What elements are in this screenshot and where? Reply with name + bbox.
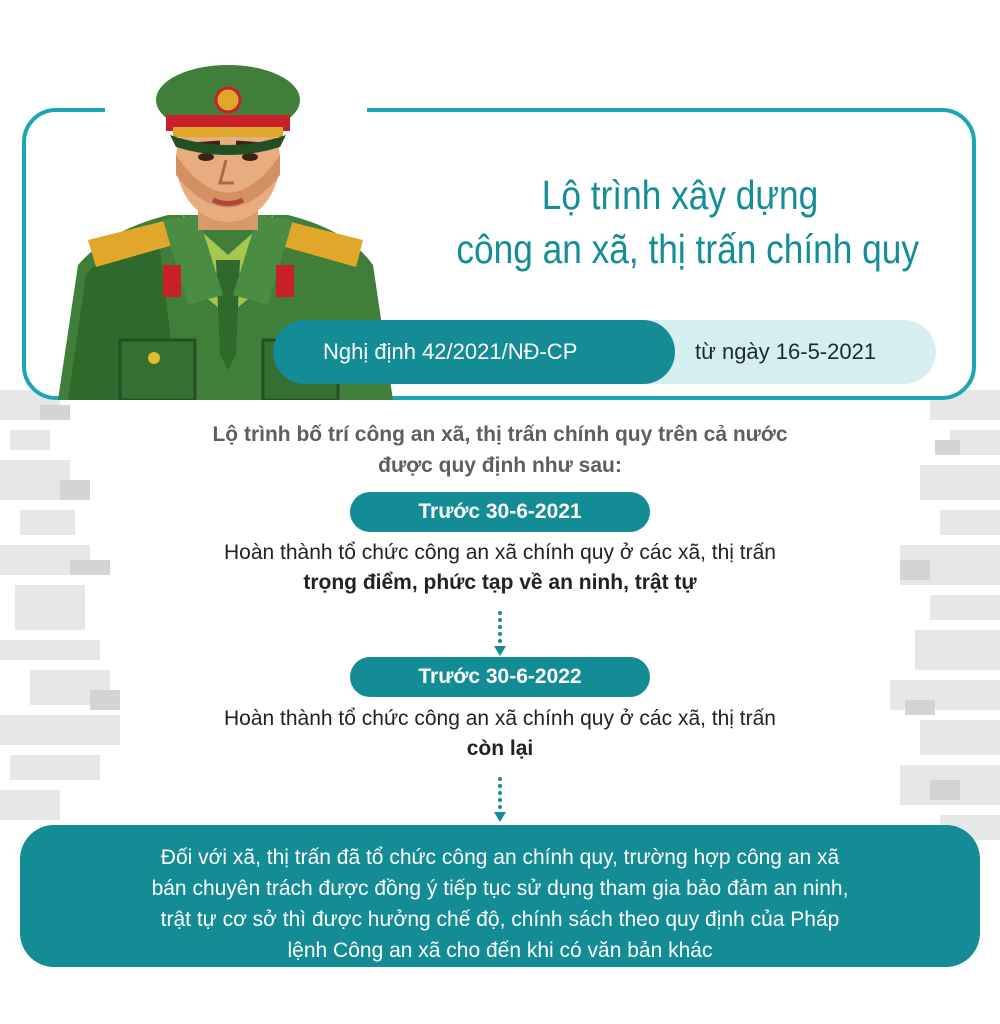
arrow-down-icon bbox=[494, 610, 506, 658]
title-line-1: Lộ trình xây dựng bbox=[541, 172, 819, 218]
note-text bbox=[60, 842, 940, 966]
step-1-text: Hoàn thành tổ chức công an xã chính quy ở các xã, thị trấn bbox=[224, 541, 776, 564]
note-line-3: trật tự cơ sở thì được hưởng chế độ, chính sách theo quy định của Pháp bbox=[160, 908, 840, 931]
step-2-text: Hoàn thành tổ chức công an xã chính quy ở các xã, thị trấn bbox=[224, 707, 776, 730]
note-line-1: Đối với xã, thị trấn đã tổ chức công an chính quy, trường hợp công an xã bbox=[160, 846, 840, 869]
intro-line-1: Lộ trình bố trí công an xã, thị trấn chính quy trên cả nước bbox=[212, 423, 788, 446]
arrow-down-icon bbox=[494, 776, 506, 824]
intro-line-2: được quy định như sau: bbox=[378, 454, 622, 477]
title-line-2: công an xã, thị trấn chính quy bbox=[456, 226, 919, 272]
step-2-emphasis: còn lại bbox=[466, 737, 534, 760]
decree-name: Nghị định 42/2021/NĐ-CP bbox=[323, 339, 578, 364]
step-1-emphasis: trọng điểm, phức tạp về an ninh, trật tự bbox=[303, 571, 697, 594]
deadline-badge-1: Trước 30-6-2021 bbox=[350, 492, 650, 532]
effective-date: từ ngày 16-5-2021 bbox=[695, 339, 877, 364]
note-line-2: bán chuyên trách được đồng ý tiếp tục sử dụng tham gia bảo đảm an ninh, bbox=[151, 877, 849, 900]
deadline-badge-2: Trước 30-6-2022 bbox=[350, 657, 650, 697]
note-line-4: lệnh Công an xã cho đến khi có văn bản khác bbox=[287, 939, 713, 962]
